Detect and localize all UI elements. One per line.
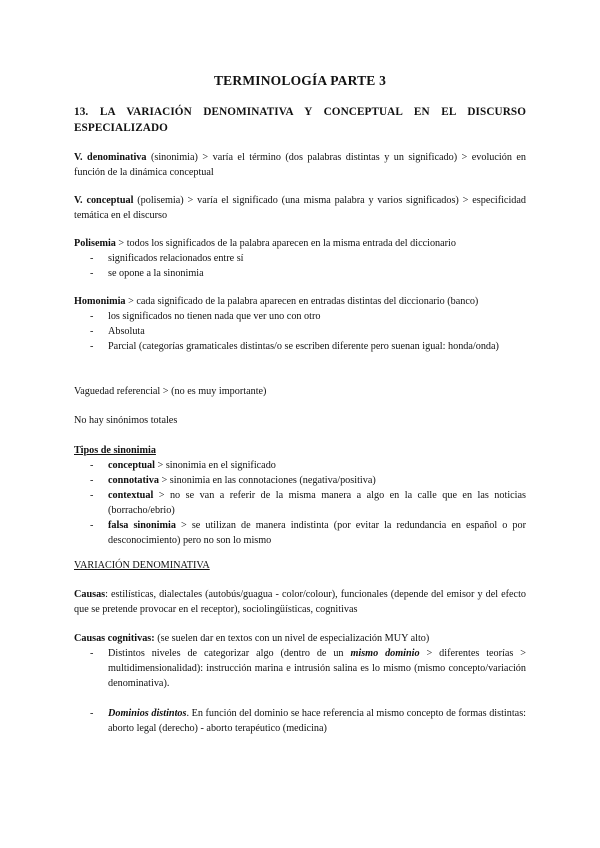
v-denominativa-paragraph <box>74 150 526 180</box>
list-item: - significados relacionados entre sí <box>90 253 244 264</box>
causas-cognitivas-text: (se suelen dar en textos con un nivel de especialización MUY alto) <box>154 633 430 644</box>
list-item-text: > diferentes teorías > multidimensionalidad): instrucción marina e intrusión salina es lo mismo (mismo concepto/variación denominativa). <box>108 648 526 689</box>
variacion-denominativa-heading: VARIACIÓN DENOMINATIVA <box>74 560 210 571</box>
list-item-text: significados relacionados entre sí <box>108 253 244 264</box>
homonimia-term: Homonimia <box>74 296 126 307</box>
list-item-text: > sinonimia en el significado <box>154 460 276 471</box>
polisemia-list <box>74 251 526 281</box>
list-item: - Absoluta <box>90 326 145 337</box>
list-item-term: Dominios distintos <box>108 708 187 719</box>
v-denominativa-text: (sinonimia) > varía el término (dos palabras distintas y un significado) > evolución en función de la dinámica conceptual <box>74 152 527 178</box>
section-heading-line1: 13. LA VARIACIÓN DENOMINATIVA Y CONCEPTUAL EN EL DISCURSO <box>74 106 526 118</box>
causas-cognitivas-section <box>74 631 526 736</box>
polisemia-paragraph <box>74 236 526 251</box>
list-item-term: mismo dominio <box>350 648 420 659</box>
list-item-text: > sinonimia en las connotaciones (negativa/positiva) <box>158 475 376 486</box>
list-item: - Parcial (categorías gramaticales distintas/o se escriben diferente pero suenan igual: honda/onda) <box>90 341 499 352</box>
page-title: TERMINOLOGÍA PARTE 3 <box>213 73 387 88</box>
v-conceptual-term: V. conceptual <box>74 195 134 206</box>
tipos-sinonimia-section <box>74 443 526 548</box>
list-item-text: Parcial (categorías gramaticales distintas/o se escriben diferente pero suenan igual: honda/onda) <box>108 341 499 352</box>
homonimia-text: > cada significado de la palabra aparecen en entradas distintas del diccionario (banco) <box>125 296 479 307</box>
causas-term: Causas <box>74 589 106 600</box>
list-item-term: connotativa <box>108 475 159 486</box>
list-item: - los significados no tienen nada que ver uno con otro <box>90 311 321 322</box>
list-item-term: conceptual <box>108 460 155 471</box>
tipos-heading-text: Tipos de sinonimia <box>74 445 156 456</box>
list-item-text: los significados no tienen nada que ver uno con otro <box>108 311 321 322</box>
polisemia-text: > todos los significados de la palabra aparecen en la misma entrada del diccionario <box>115 238 456 249</box>
causas-cognitivas-term: Causas cognitivas: <box>74 633 155 644</box>
causas-paragraph <box>74 587 526 617</box>
list-item: - Distintos niveles de categorizar algo (dentro de un mismo dominio > diferentes teorías > multidimensionalidad): instrucción marina e intrusión salina es lo mismo (mismo concepto/variación denominativa). <box>90 648 526 689</box>
causas-text: : estilísticas, dialectales (autobús/guagua - color/colour), funcionales (depende del emisor y del efecto que se pretende provocar en el receptor), sociolingüísticas, cognitivas <box>74 589 526 615</box>
list-item: - connotativa > sinonimia en las connotaciones (negativa/positiva) <box>90 475 376 486</box>
v-conceptual-paragraph <box>74 193 526 223</box>
polisemia-term: Polisemia <box>74 238 116 249</box>
homonimia-section <box>74 294 526 354</box>
list-item: - contextual > no se van a referir de la misma manera a algo en la calle que en las noticias (borracho/ebrio) <box>90 490 526 516</box>
v-conceptual-text: (polisemia) > varía el significado (una misma palabra y varios significados) > especificidad temática en el discurso <box>74 195 526 221</box>
list-item: - se opone a la sinonimia <box>90 268 204 279</box>
list-item-text: Distintos niveles de categorizar algo (dentro de un <box>108 648 351 659</box>
section-heading <box>74 104 526 136</box>
tipos-heading <box>74 443 526 458</box>
list-item-text: se opone a la sinonimia <box>108 268 204 279</box>
polisemia-section <box>74 236 526 281</box>
list-item-text: . En función del dominio se hace referencia al mismo concepto de formas distintas: aborto legal (derecho) - aborto terapéutico (medicina) <box>108 708 526 734</box>
causas-cognitivas-list <box>74 646 526 736</box>
v-denominativa-term: V. denominativa <box>74 152 147 163</box>
section-heading-line2: ESPECIALIZADO <box>74 122 168 134</box>
list-item: - Dominios distintos. En función del dominio se hace referencia al mismo concepto de formas distintas: aborto legal (derecho) - aborto terapéutico (medicina) <box>90 708 526 734</box>
list-item-term: falsa sinonimia <box>108 520 176 531</box>
list-item-text: > se utilizan de manera indistinta (por evitar la redundancia en español o por desconocimiento) pero no son lo mismo <box>108 520 526 546</box>
homonimia-paragraph <box>74 294 526 309</box>
list-item-text: > no se van a referir de la misma manera a algo en la calle que en las noticias (borracho/ebrio) <box>108 490 526 516</box>
homonimia-list <box>74 309 526 354</box>
list-item-term: contextual <box>108 490 154 501</box>
list-item: - falsa sinonimia > se utilizan de manera indistinta (por evitar la redundancia en español o por desconocimiento) pero no son lo mismo <box>90 520 526 546</box>
no-sinonimos-paragraph: No hay sinónimos totales <box>74 415 178 426</box>
list-item: - conceptual > sinonimia en el significado <box>90 460 276 471</box>
causas-cognitivas-paragraph <box>74 631 526 646</box>
vaguedad-paragraph: Vaguedad referencial > (no es muy importante) <box>74 386 267 397</box>
list-item-text: Absoluta <box>108 326 145 337</box>
tipos-list <box>74 458 526 548</box>
